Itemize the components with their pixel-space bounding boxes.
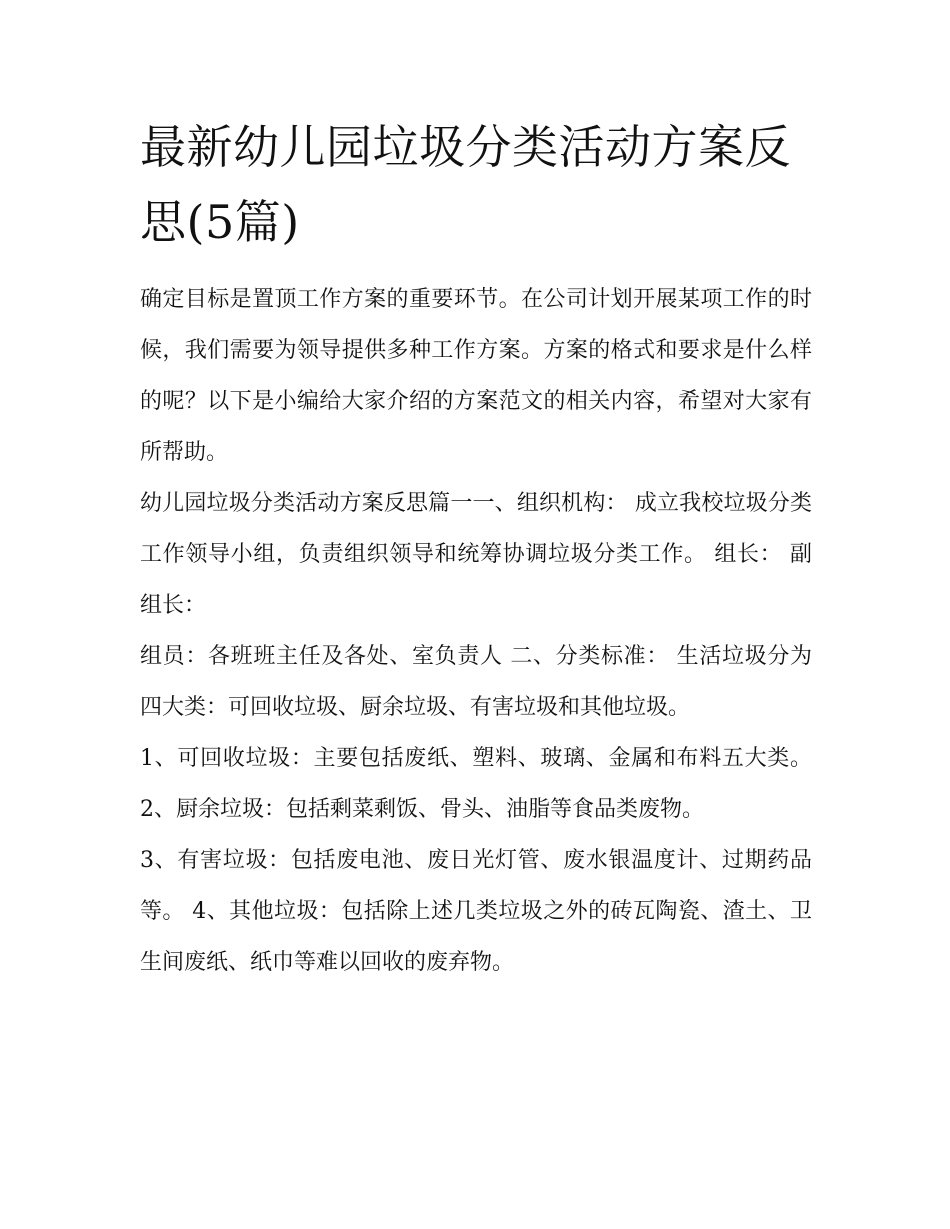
hazardous-other-waste-paragraph: 3、有害垃圾：包括废电池、废日光灯管、废水银温度计、过期药品等。 4、其他垃圾：包括除上述几类垃圾之外的砖瓦陶瓷、渣土、卫生间废纸、纸巾等难以回收的废弃物。 [140, 848, 812, 975]
intro-paragraph: 确定目标是置顶工作方案的重要环节。在公司计划开展某项工作的时候，我们需要为领导提供多种工作方案。方案的格式和要求是什么样的呢？以下是小编给大家介绍的方案范文的相关内容，希望对大家有所帮助。 [140, 287, 812, 465]
recyclable-kitchen-waste-paragraph: 1、可回收垃圾：主要包括废纸、塑料、玻璃、金属和布料五大类。 2、厨余垃圾：包括剩菜剩饭、骨头、油脂等食品类废物。 [140, 746, 812, 822]
document-title: 最新幼儿园垃圾分类活动方案反思(5篇) [140, 120, 791, 249]
document-body [140, 110, 812, 988]
classification-standard-paragraph: 组员：各班班主任及各处、室负责人 二、分类标准： 生活垃圾分为四大类：可回收垃圾、厨余垃圾、有害垃圾和其他垃圾。 [140, 644, 812, 720]
organization-paragraph: 幼儿园垃圾分类活动方案反思篇一一、组织机构： 成立我校垃圾分类工作领导小组，负责组织领导和统筹协调垃圾分类工作。 组长： 副组长： [140, 491, 812, 618]
